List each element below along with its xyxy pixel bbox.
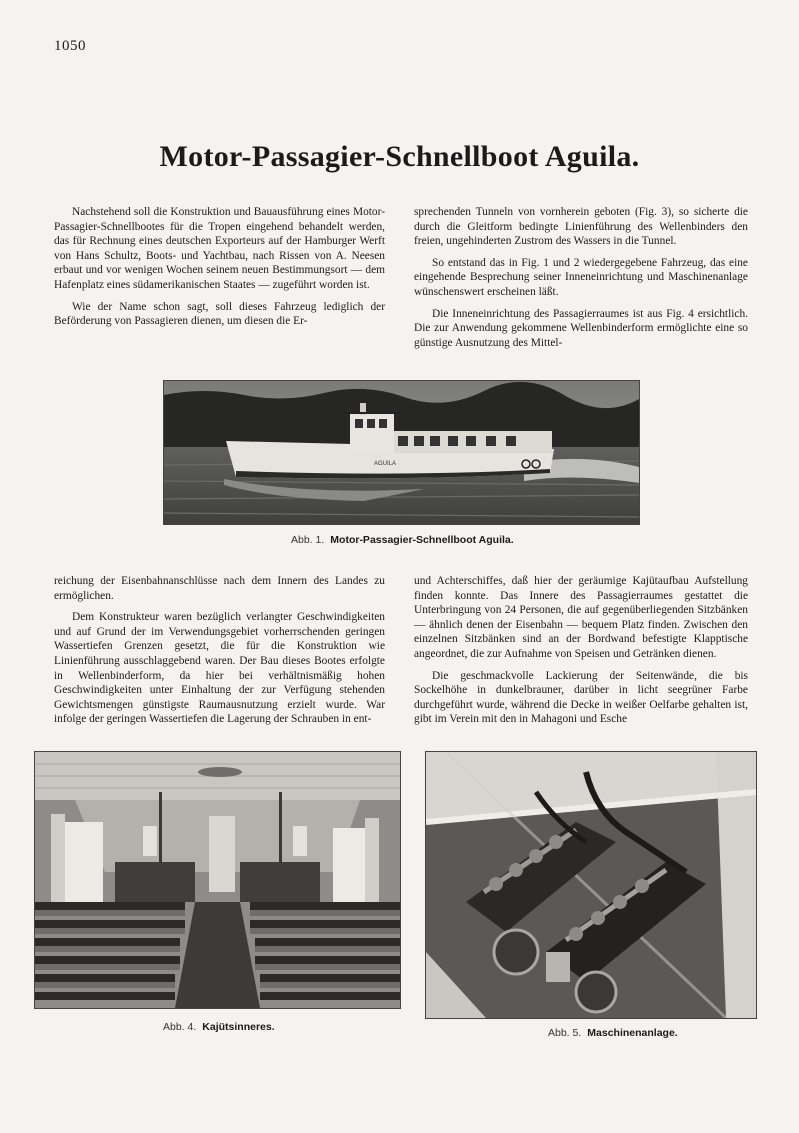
figure-1-caption	[291, 534, 514, 546]
text-column-3	[54, 574, 385, 734]
figure-number: Abb. 5.	[548, 1027, 582, 1039]
article-title: Motor-Passagier-Schnellboot Aguila.	[159, 140, 640, 173]
figure-5-caption	[548, 1027, 678, 1039]
text-column-2	[414, 205, 748, 357]
text-column-4	[414, 574, 748, 734]
engine-room-photo	[425, 751, 757, 1019]
hull-name-label: AGUILA	[374, 461, 397, 467]
paragraph: und Achterschiffes, daß hier der geräumige Kajütaufbau Aufstellung finden konnte. Das Innere des Passagierraumes gestattet die Unterbringung von 24 Personen, die auf gegenüberliegenden Sitzbänken — ähnlich denen der Eisenbahn — bequem Platz finden. Zwischen den einzelnen Sitzbänken sind an der Bordwand befestigte Klapptische angeordnet, die zur Aufnahme von Speisen und Getränken dienen.	[414, 575, 748, 660]
figure-caption-text: Motor-Passagier-Schnellboot Aguila.	[330, 534, 514, 546]
paragraph: Wie der Name schon sagt, soll dieses Fahrzeug lediglich der Beförderung von Passagieren dienen, um diesen die Er-	[54, 300, 385, 328]
paragraph: Dem Konstrukteur waren bezüglich verlangter Geschwindigkeiten und auf Grund der im Verwendungsgebiet vorherrschenden geringen Wassertiefen Grenzen gesetzt, die für die Konstruktion wie Linienführung ausschlaggebend waren. Der Bau dieses Bootes erfolgte in Wellenbinderform, da hier bei verhältnismäßig hohen Geschwindigkeiten unter Einhaltung der zur Verfügung stehenden Gewichtsmengen günstigste Raumausnutzung erzielt wurde. War infolge der geringen Wassertiefen die Lagerung der Schrauben in ent-	[54, 611, 385, 726]
paragraph: Die Inneneinrichtung des Passagierraumes ist aus Fig. 4 ersichtlich. Die zur Anwendung gekommene Wellenbinderform ermöglichte eine so günstige Ausnutzung des Mittel-	[414, 307, 748, 349]
text-column-1	[54, 205, 385, 336]
boat-photo	[163, 380, 640, 525]
figure-number: Abb. 1.	[291, 534, 325, 546]
paragraph: reichung der Eisenbahnanschlüsse nach dem Innern des Landes zu ermöglichen.	[54, 575, 385, 602]
paragraph: Nachstehend soll die Konstruktion und Bauausführung eines Motor-Passagier-Schnellbootes für die Tropen eingehend behandelt werden, das für Rechnung eines deutschen Exporteurs auf der Hamburger Werft von Hans Schultz, Boots- und Yachtbau, nach Rissen von A. Neesen erbaut und vor wenigen Wochen seinem neuen Bestimmungsort — dem Hafenplatz eines südamerikanischen Staates — zugeführt worden ist.	[54, 206, 385, 291]
figure-number: Abb. 4.	[163, 1021, 197, 1033]
paragraph: So entstand das in Fig. 1 und 2 wiedergegebene Fahrzeug, das eine eingehende Besprechung seiner Inneneinrichtung und Maschinenanlage wünschenswert erscheinen läßt.	[414, 256, 748, 298]
page-number: 1050	[54, 38, 86, 54]
paragraph: Die geschmackvolle Lackierung der Seitenwände, die bis Sockelhöhe in dunkelbrauner, darüber in licht seegrüner Farbe durchgeführt wurde, während die Decke in weißer Oelfarbe gehalten ist, gibt im Verein mit den in Mahagoni und Esche	[414, 669, 748, 726]
cabin-interior-photo	[34, 751, 401, 1009]
figure-caption-text: Maschinenanlage.	[587, 1027, 678, 1039]
paragraph: sprechenden Tunneln von vornherein geboten (Fig. 3), so sicherte die durch die Gleitform bedingte Linienführung des Wellenbinders den freien, ungehinderten Zustrom des Wassers in die Tunnel.	[414, 206, 748, 248]
figure-caption-text: Kajütsinneres.	[202, 1021, 275, 1033]
figure-4-caption	[163, 1021, 275, 1033]
